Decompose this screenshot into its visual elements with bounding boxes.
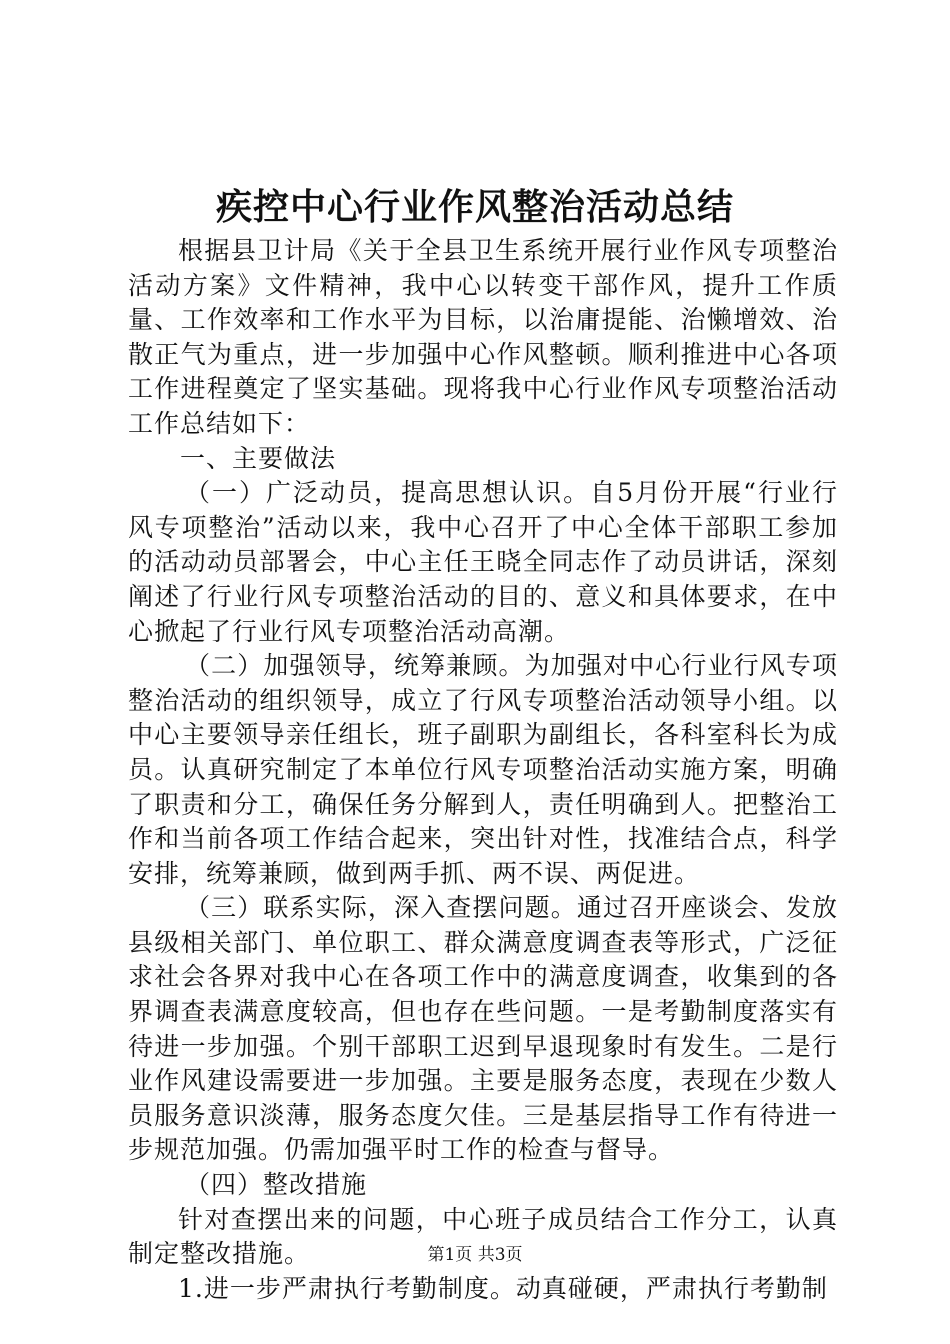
subheading-rectification: （四）整改措施 bbox=[185, 1170, 368, 1200]
paragraph-measure-1: 1.进一步严肃执行考勤制度。动真碰硬，严肃执行考勤制 bbox=[178, 1273, 828, 1303]
page-footer: 第1页 共3页 bbox=[427, 1245, 523, 1265]
paragraph-rectification-intro: 针对查摆出来的问题，中心班子成员结合工作分工，认真制定整改措施。 bbox=[128, 1204, 838, 1269]
document-body bbox=[128, 234, 838, 1306]
intro-paragraph: 根据县卫计局《关于全县卫生系统开展行业作风专项整治活动方案》文件精神，我中心以转变干部作风，提升工作质量、工作效率和工作水平为目标，以治庸提能、治懒增效、治散正气为重点，进一步加强中心作风整顿。顺利推进中心各项工作进程奠定了坚实基础。现将我中心行业作风专项整治活动工作总结如下： bbox=[128, 236, 838, 438]
paragraph-leadership: （二）加强领导，统筹兼顾。为加强对中心行业行风专项整治活动的组织领导，成立了行风专项整治活动领导小组。以中心主要领导亲任组长，班子副职为副组长，各科室科长为成员。认真研究制定了本单位行风专项整治活动实施方案，明确了职责和分工，确保任务分解到人，责任明确到人。把整治工作和当前各项工作结合起来，突出针对性，找准结合点，科学安排，统筹兼顾，做到两手抓、两不误、两促进。 bbox=[128, 651, 838, 888]
paragraph-mobilization: （一）广泛动员，提高思想认识。自5月份开展“行业行风专项整治”活动以来，我中心召开了中心全体干部职工参加的活动动员部署会，中心主任王晓全同志作了动员讲话，深刻阐述了行业行风专项整治活动的目的、意义和具体要求，在中心掀起了行业行风专项整治活动高潮。 bbox=[128, 478, 838, 646]
section-heading-main-methods: 一、主要做法 bbox=[180, 443, 337, 473]
paragraph-problem-review: （三）联系实际，深入查摆问题。通过召开座谈会、发放县级相关部门、单位职工、群众满意度调查表等形式，广泛征求社会各界对我中心在各项工作中的满意度调查，收集到的各界调查表满意度较高，但也存在些问题。一是考勤制度落实有待进一步加强。个别干部职工迟到早退现象时有发生。二是行业作风建设需要进一步加强。主要是服务态度，表现在少数人员服务意识淡薄，服务态度欠佳。三是基层指导工作有待进一步规范加强。仍需加强平时工作的检查与督导。 bbox=[128, 893, 838, 1165]
document-title: 疾控中心行业作风整治活动总结 bbox=[215, 187, 734, 228]
